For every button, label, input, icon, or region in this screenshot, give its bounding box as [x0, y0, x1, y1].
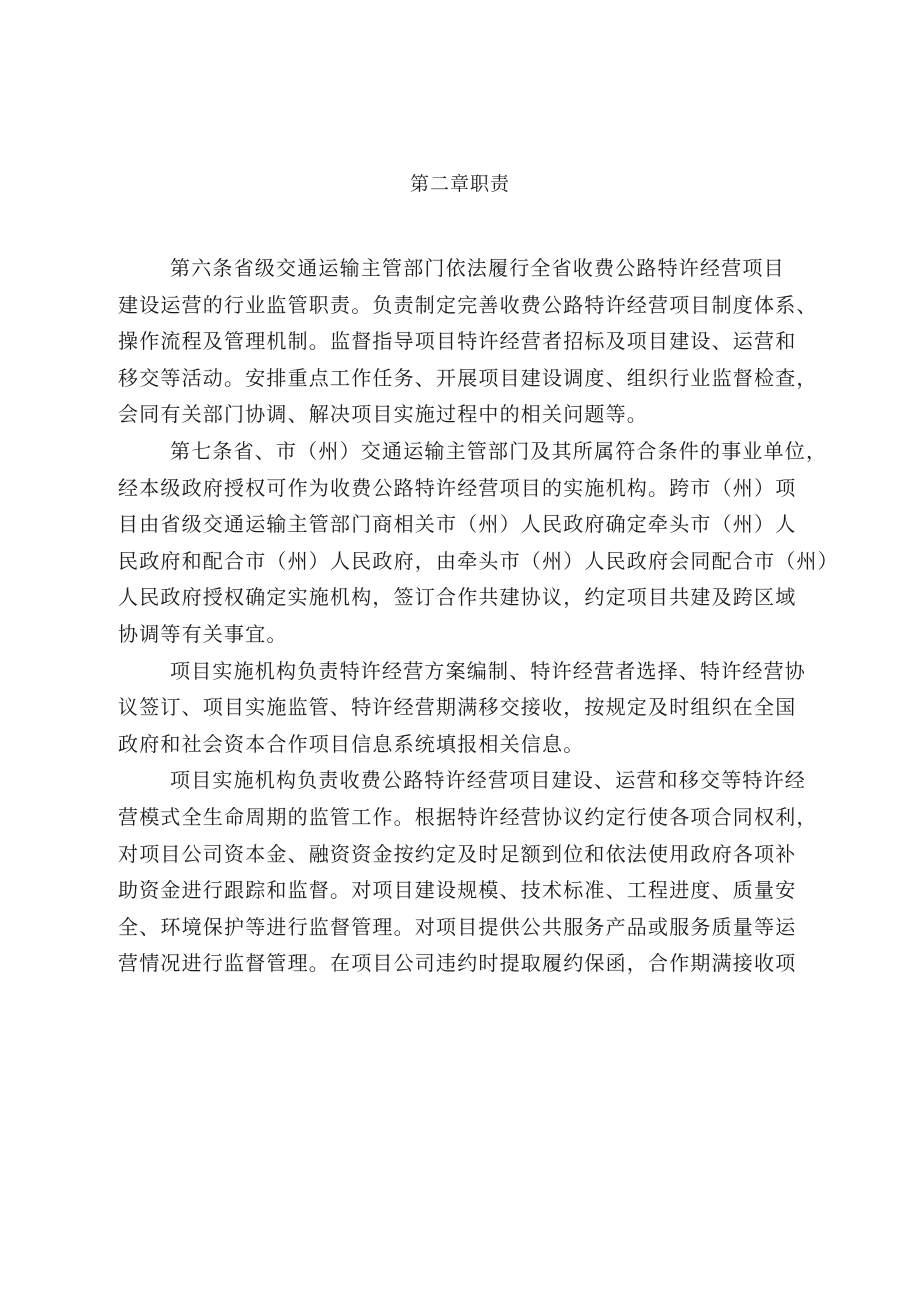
text-line: 项目实施机构负责收费公路特许经营项目建设、运营和移交等特许经 — [170, 768, 806, 793]
document-body — [118, 250, 839, 982]
text-line: 对项目公司资本金、融资资金按约定及时足额到位和依法使用政府各项补 — [118, 841, 797, 866]
text-line: 经本级政府授权可作为收费公路特许经营项目的实施机构。跨市（州）项 — [118, 475, 797, 500]
paragraph-article-7 — [118, 433, 839, 653]
text-line: 议签订、项目实施监管、特许经营期满移交接收，按规定及时组织在全国 — [118, 695, 797, 720]
text-line: 移交等活动。安排重点工作任务、开展项目建设调度、组织行业监督检查， — [118, 365, 818, 390]
text-line: 会同有关部门协调、解决项目实施过程中的相关问题等。 — [118, 402, 648, 427]
text-line: 营模式全生命周期的监管工作。根据特许经营协议约定行使各项合同权利， — [118, 804, 818, 829]
paragraph-article-6 — [118, 250, 818, 433]
text-line: 政府和社会资本合作项目信息系统填报相关信息。 — [118, 731, 585, 756]
text-line: 建设运营的行业监管职责。负责制定完善收费公路特许经营项目制度体系、 — [118, 292, 818, 317]
text-line: 操作流程及管理机制。监督指导项目特许经营者招标及项目建设、运营和 — [118, 329, 797, 354]
text-line: 第六条省级交通运输主管部门依法履行全省收费公路特许经营项目 — [170, 256, 785, 280]
text-line: 协调等有关事宜。 — [118, 621, 288, 646]
text-line: 营情况进行监督管理。在项目公司违约时提取履约保函，合作期满接收项 — [118, 951, 797, 976]
text-line: 助资金进行跟踪和监督。对项目建设规模、技术标准、工程进度、质量安 — [118, 878, 797, 903]
text-line: 目由省级交通运输主管部门商相关市（州）人民政府确定牵头市（州）人 — [118, 512, 797, 537]
text-line: 全、环境保护等进行监督管理。对项目提供公共服务产品或服务质量等运 — [118, 914, 797, 939]
text-line: 民政府和配合市（州）人民政府，由牵头市（州）人民政府会同配合市（州） — [118, 548, 839, 573]
text-line: 第七条省、市（州）交通运输主管部门及其所属符合条件的事业单位， — [170, 438, 828, 463]
text-line: 人民政府授权确定实施机构，签订合作共建协议，约定项目共建及跨区域 — [118, 585, 797, 610]
chapter-title: 第二章职责 — [409, 173, 510, 195]
paragraph-implementing-agency-duties — [118, 653, 818, 763]
paragraph-lifecycle-supervision — [118, 762, 818, 982]
text-line: 项目实施机构负责特许经营方案编制、特许经营者选择、特许经营协 — [170, 658, 806, 683]
